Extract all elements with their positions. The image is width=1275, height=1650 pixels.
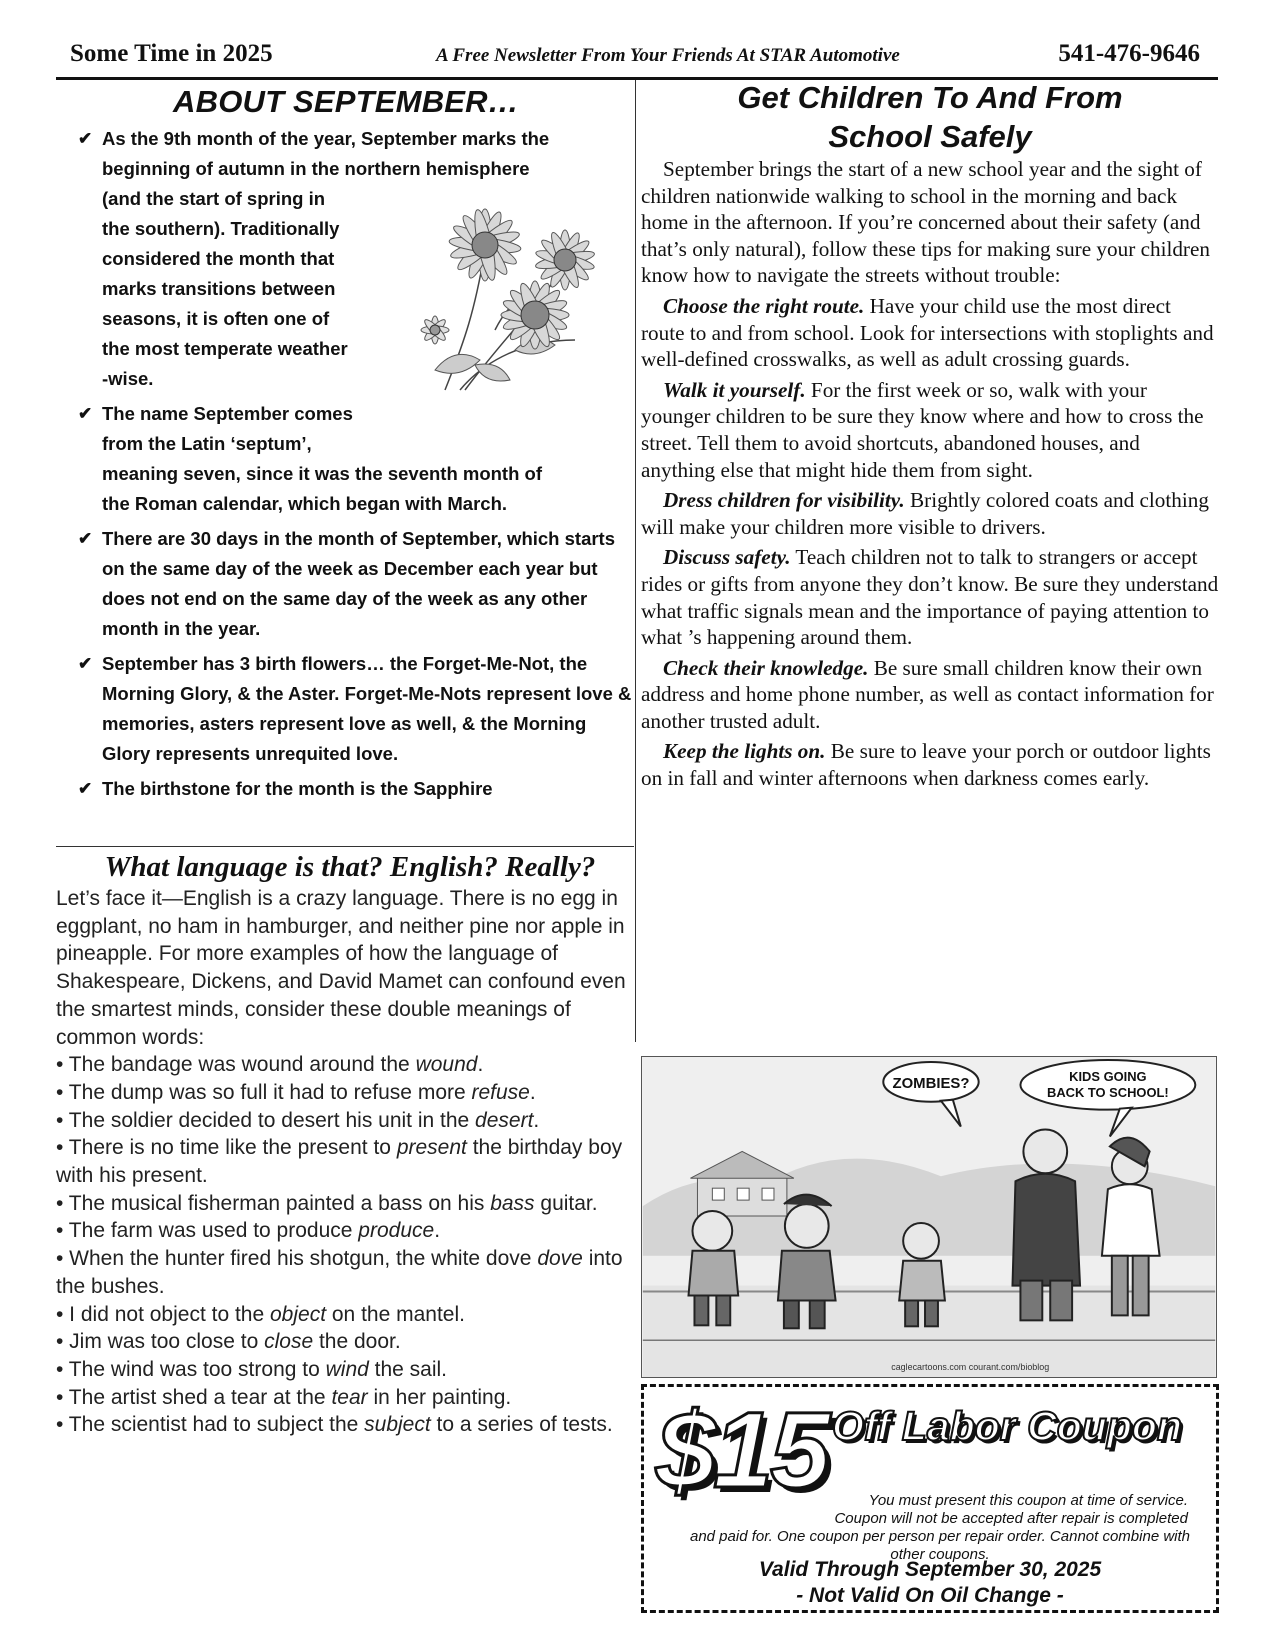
column-divider <box>635 80 636 1042</box>
school-safety-section <box>641 78 1219 796</box>
language-bullet: • The musical fisherman painted a bass on his bass guitar. <box>56 1191 598 1215</box>
safety-tip: Discuss safety. Teach children not to talk to strangers or accept rides or gifts from anyone they don’t know. Be sure they understand what traffic signals mean and the importance of paying attention to what ’s happening around them. <box>641 545 1219 650</box>
check-icon: ✔ <box>78 404 93 423</box>
coupon-amount: $15 <box>656 1389 828 1510</box>
double-meaning-word: wound <box>415 1053 478 1077</box>
coupon-offer: Off Labor Coupon <box>832 1403 1182 1449</box>
safety-tip-heading: Walk it yourself. <box>663 377 806 402</box>
safety-tip-heading: Check their knowledge. <box>663 655 869 680</box>
list-item <box>78 524 634 644</box>
phone-number: 541-476-9646 <box>1058 40 1200 67</box>
language-bullet: • When the hunter fired his shotgun, the white dove dove into the bushes. <box>56 1247 623 1298</box>
coupon-terms-line1: You must present this coupon at time of service. <box>868 1492 1188 1509</box>
double-meaning-word: refuse <box>471 1080 530 1104</box>
safety-tips <box>641 293 1219 792</box>
school-safety-title <box>641 78 1219 156</box>
double-meaning-word: subject <box>364 1413 431 1437</box>
coupon-exclusion: - Not Valid On Oil Change - <box>796 1584 1064 1607</box>
safety-tip: Check their knowledge. Be sure small children know their own address and home phone number, as well as contact information for another trusted adult. <box>641 655 1214 733</box>
fact-text: The birthstone for the month is the Sapphire <box>102 778 493 799</box>
language-bullet: • The dump was so full it had to refuse more refuse. <box>56 1080 536 1104</box>
list-item <box>78 399 634 519</box>
safety-tip-heading: Discuss safety. <box>663 545 791 570</box>
newsletter-tagline: A Free Newsletter From Your Friends At STAR Automotive <box>436 45 900 66</box>
safety-tip-heading: Keep the lights on. <box>663 739 826 764</box>
language-bullet: • The wind was too strong to wind the sail. <box>56 1357 448 1381</box>
double-meaning-word: close <box>264 1330 314 1354</box>
safety-tip: Walk it yourself. For the first week or so, walk with your younger children to be sure they know where and how to cross the street. Tell them to avoid shortcuts, abandoned houses, and anything else that might hide them from sight. <box>641 377 1204 482</box>
masthead <box>56 38 1218 78</box>
double-meaning-word: tear <box>331 1385 368 1409</box>
coupon-validity <box>644 1557 1216 1609</box>
language-bullet: • There is no time like the present to present the birthday boy with his present. <box>56 1136 623 1188</box>
language-bullet: • The farm was used to produce produce. <box>56 1219 441 1243</box>
school-zombies-cartoon <box>641 1056 1217 1378</box>
double-meaning-word: present <box>396 1136 467 1160</box>
language-bullet: • I did not object to the object on the mantel. <box>56 1302 465 1326</box>
language-bullets <box>56 1051 634 1439</box>
title-line-2: School Safely <box>828 119 1032 154</box>
cartoon-credit: caglecartoons.com courant.com/bioblog <box>891 1362 1050 1373</box>
cartoon-bubble-left: ZOMBIES? <box>892 1075 970 1092</box>
fact-text: As the 9th month of the year, September marks the beginning of autumn in the northern hemisphere (and the start of spring in the southern). Traditionally considered the month that marks transitions between seasons, it is often one of the most temperate weather -wise. <box>102 128 550 389</box>
about-september-title: ABOUT SEPTEMBER… <box>173 84 519 119</box>
language-bullet: • The soldier decided to desert his unit in the desert. <box>56 1108 540 1132</box>
cartoon-bubble-right-line2: BACK TO SCHOOL! <box>1047 1084 1169 1100</box>
title-line-1: Get Children To And From <box>737 80 1123 115</box>
coupon-terms-line3: and paid for. One coupon per person per repair order. Cannot combine with other coupons. <box>689 1528 1191 1563</box>
cartoon-bubble-right-line1: KIDS GOING <box>1069 1068 1147 1084</box>
check-icon: ✔ <box>78 129 93 148</box>
language-bullet: • Jim was too close to close the door. <box>56 1330 401 1354</box>
section-divider <box>56 846 634 847</box>
safety-tip: Dress children for visibility. Brightly colored coats and clothing will make your children more visible to drivers. <box>641 488 1209 539</box>
double-meaning-word: desert <box>475 1108 534 1132</box>
coupon-terms <box>654 1492 1206 1564</box>
safety-tip-heading: Choose the right route. <box>663 293 865 318</box>
list-item <box>78 649 634 769</box>
check-icon: ✔ <box>78 654 93 673</box>
school-safety-intro: September brings the start of a new school year and the sight of children nationwide walking to school in the morning and back home in the afternoon. If you’re concerned about their safety (and that’s only natural), follow these tips for making sure your children know how to navigate the streets without trouble: <box>641 157 1210 288</box>
check-icon: ✔ <box>78 779 93 798</box>
language-bullet: • The bandage was wound around the wound. <box>56 1053 484 1077</box>
language-intro: Let’s face it—English is a crazy language. There is no egg in eggplant, no ham in hamburger, and neither pine nor apple in pineapple. For more examples of how the language of Shakespeare, Dickens, and David Mamet can confound even the smartest minds, consider these double meanings of common words: <box>56 887 626 1049</box>
check-icon: ✔ <box>78 529 93 548</box>
issue-date: Some Time in 2025 <box>70 40 273 67</box>
language-bullet: • The scientist had to subject the subject to a series of tests. <box>56 1413 613 1437</box>
double-meaning-word: wind <box>325 1357 369 1381</box>
safety-tip: Choose the right route. Have your child use the most direct route to and from school. Look for intersections with stoplights and well-defined crosswalks, as well as adult crossing guards. <box>641 293 1214 372</box>
list-item <box>78 774 634 804</box>
language-section <box>56 850 634 1439</box>
safety-tip-heading: Dress children for visibility. <box>663 488 905 513</box>
fact-text: The name September comes from the Latin ‘septum’, meaning seven, since it was the seventh month of the Roman calendar, which began with March. <box>102 403 542 514</box>
coupon-terms-line2: Coupon will not be accepted after repair is completed <box>834 1510 1188 1527</box>
double-meaning-word: dove <box>537 1247 583 1271</box>
aster-flower-illustration <box>405 190 625 400</box>
double-meaning-word: object <box>270 1302 327 1326</box>
safety-tip: Keep the lights on. Be sure to leave your porch or outdoor lights on in fall and winter afternoons when darkness comes early. <box>641 739 1211 791</box>
fact-text: There are 30 days in the month of September, which starts on the same day of the week as December each year but does not end on the same day of the week as any other month in the year. <box>102 528 616 639</box>
language-title: What language is that? English? Really? <box>104 851 596 883</box>
labor-coupon <box>641 1384 1219 1613</box>
language-bullet: • The artist shed a tear at the tear in her painting. <box>56 1385 512 1409</box>
double-meaning-word: bass <box>490 1191 535 1215</box>
double-meaning-word: produce <box>358 1219 435 1243</box>
fact-text: September has 3 birth flowers… the Forget-Me-Not, the Morning Glory, & the Aster. Forget-Me-Nots represent love & memories, asters represent love as well, & the Morning Glory represents unrequited love. <box>102 653 632 764</box>
coupon-valid-through: Valid Through September 30, 2025 <box>758 1558 1102 1581</box>
